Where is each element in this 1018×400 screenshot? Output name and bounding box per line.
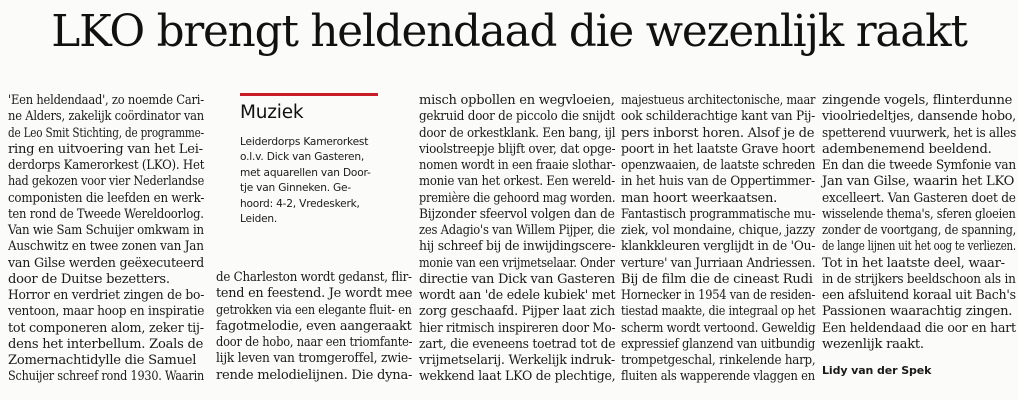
text-line: in het huis van de Oppertimmer- <box>621 174 815 190</box>
text-line: ziek, vol mondaine, chique, jazzy <box>621 223 816 238</box>
text-line: Schuijer schreef rond 1930. Waarin <box>8 369 205 385</box>
text-line: wezenlijk raakt. <box>822 336 924 352</box>
detail-line: hoord: 4-2, Vredeskerk, <box>240 197 360 210</box>
review-infobox <box>240 93 398 227</box>
text-line: man hoort weerkaatsen. <box>621 190 778 206</box>
text-line: gekruid door de piccolo die snijdt <box>419 109 615 125</box>
text-line: fagotmelodie, even aangeraakt <box>216 318 412 334</box>
text-line: scherm wordt vertoond. Geweldig <box>621 320 816 336</box>
text-line: En dan die tweede Symfonie van <box>822 158 1016 173</box>
article-headline: LKO brengt heldendaad die wezenlijk raakt <box>51 6 967 57</box>
concert-details <box>240 135 398 227</box>
text-line: ook schilderachtige kant van Pij- <box>621 109 816 125</box>
text-line: zingende vogels, flinterdunne <box>822 93 1013 108</box>
detail-line: met aquarellen van Door- <box>240 166 371 179</box>
text-line: zes Adagio's van Willem Pijper, die <box>419 223 615 238</box>
text-line: ten rond de Tweede Wereldoorlog. <box>8 206 204 222</box>
text-line: 'Een heldendaad', zo noemde Cari- <box>8 93 204 108</box>
text-line: openzwaaien, de laatste schreden <box>621 158 816 173</box>
text-line: getrokken via een elegante fluit- en <box>216 302 412 318</box>
text-line: lijk leven van tromgeroffel, zwie- <box>216 351 412 367</box>
text-line: de Charleston wordt gedanst, flir- <box>216 270 412 285</box>
text-line: zorg geschaafd. Pijper laat zich <box>419 304 616 320</box>
text-line: Zomernachtidylle die Samuel <box>8 353 197 368</box>
text-line: een afsluitend koraal uit Bach's <box>822 288 1016 303</box>
text-line: Tot in het laatste deel, waar- <box>822 255 1005 271</box>
text-line: nomen wordt in een fraaie slothar- <box>419 158 616 173</box>
text-line: monie van een vrijmetselaar. Onder <box>419 255 615 271</box>
text-line: de Leo Smit Stichting, de programme- <box>8 125 204 141</box>
text-line: poort in het laatste Grave hoort <box>621 141 815 157</box>
text-line: hier ritmisch inspireren door Mo- <box>419 320 616 336</box>
text-line: in de strijkers beeldschoon als in <box>822 271 1016 287</box>
category-rule <box>240 93 378 96</box>
category-label: Muziek <box>240 102 304 123</box>
text-line: monie van het orkest. Een wereld- <box>419 174 616 190</box>
text-line: Jan van Gilse, waarin het LKO <box>822 174 1015 190</box>
text-line: door de Duitse bezetters. <box>8 271 170 287</box>
detail-line: Leiderdorps Kamerorkest <box>240 136 369 148</box>
text-line: excelleert. Van Gasteren doet de <box>822 190 1016 206</box>
text-line: première die gehoord mag worden. <box>419 190 616 206</box>
text-line: tiestad maakte, die integraal op het <box>621 304 816 320</box>
text-line: Van wie Sam Schuijer omkwam in <box>8 223 204 238</box>
text-line: hij schreef bij de inwijdingscere- <box>419 239 616 255</box>
text-line: componisten die leefden en werk- <box>8 190 205 206</box>
text-line: vrijmetselarij. Werkelijk indruk- <box>419 353 615 368</box>
detail-line: o.l.v. Dick van Gasteren, <box>240 151 365 164</box>
text-line: vioolstreepje blijft over, dat opge- <box>419 141 616 157</box>
author-byline: Lidy van der Spek <box>822 364 932 377</box>
article-column-3 <box>419 93 615 386</box>
text-line: had gekozen voor vier Nederlandse <box>8 174 205 190</box>
text-line: Bij de film die de cineast Rudi <box>621 271 813 287</box>
text-line: ventoon, maar hoop en inspiratie <box>8 304 205 320</box>
text-line: misch opbollen en wegvloeien, <box>419 93 615 108</box>
text-line: dens het interbellum. Zoals de <box>8 336 204 352</box>
text-line: klankkleuren verglijdt in de 'Ou- <box>621 239 816 255</box>
text-line: wekkend laat LKO de plechtige, <box>419 369 616 385</box>
text-line: rende melodielijnen. Die dyna- <box>216 367 413 383</box>
article-column-2 <box>216 270 412 384</box>
text-line: zart, die eveneens toetrad tot de <box>419 336 616 352</box>
article-column-1 <box>8 93 204 386</box>
text-line: door de orkestklank. Een bang, ijl <box>419 125 616 141</box>
text-line: Horror en verdriet zingen de bo- <box>8 288 205 303</box>
text-line: majestueus architectonische, maar <box>621 93 816 108</box>
article-column-5 <box>822 93 1016 378</box>
text-line: Passionen waarachtig zingen. <box>822 304 1013 320</box>
text-line: wisselende thema's, sferen gloeien <box>822 206 1016 222</box>
text-line: vioolriedeltjes, dansende hobo, <box>822 109 1017 125</box>
article-column-4 <box>621 93 815 386</box>
text-line: verture' van Jurriaan Andriessen. <box>621 255 816 271</box>
text-line: derdorps Kamerorkest (LKO). Het <box>8 158 205 173</box>
text-line: door de hobo, naar een triomfante- <box>216 335 413 350</box>
text-line: Een heldendaad die oor en hart <box>822 320 1016 336</box>
detail-line: tje van Ginneken. Ge- <box>240 182 351 195</box>
text-line: van Gilse werden geëxecuteerd <box>8 255 205 271</box>
text-line: adembenemend beeldend. <box>822 141 992 157</box>
detail-line: Leiden. <box>240 213 278 226</box>
text-line: de lange lijnen uit het oog te verliezen. <box>822 239 1016 255</box>
text-line: wordt aan 'de edele kubiek' met <box>419 288 616 303</box>
text-line: tot componeren alom, zeker tij- <box>8 320 204 336</box>
text-line: expressief glanzend van uitbundig <box>621 336 816 352</box>
text-line: Hornecker in 1954 van de residen- <box>621 288 816 303</box>
text-line: fluiten als wapperende vlaggen en <box>621 369 815 385</box>
text-line: ne Alders, zakelijk coördinator van <box>8 109 204 125</box>
text-line: zonder de voortgang, de spanning, <box>822 223 1017 238</box>
text-line: spetterend vuurwerk, het is alles <box>822 125 1017 141</box>
text-line: Bijzonder sfeervol volgen dan de <box>419 206 615 222</box>
text-line: ring en uitvoering van het Lei- <box>8 141 203 157</box>
text-line: Auschwitz en twee zonen van Jan <box>8 239 204 255</box>
text-line: directie van Dick van Gasteren <box>419 271 615 287</box>
text-line: trompetgeschal, rinkelende harp, <box>621 353 816 368</box>
text-line: pers inborst horen. Alsof je de <box>621 125 815 141</box>
text-line: tend en feestend. Je wordt mee <box>216 286 413 302</box>
text-line: Fantastisch programmatische mu- <box>621 206 816 222</box>
